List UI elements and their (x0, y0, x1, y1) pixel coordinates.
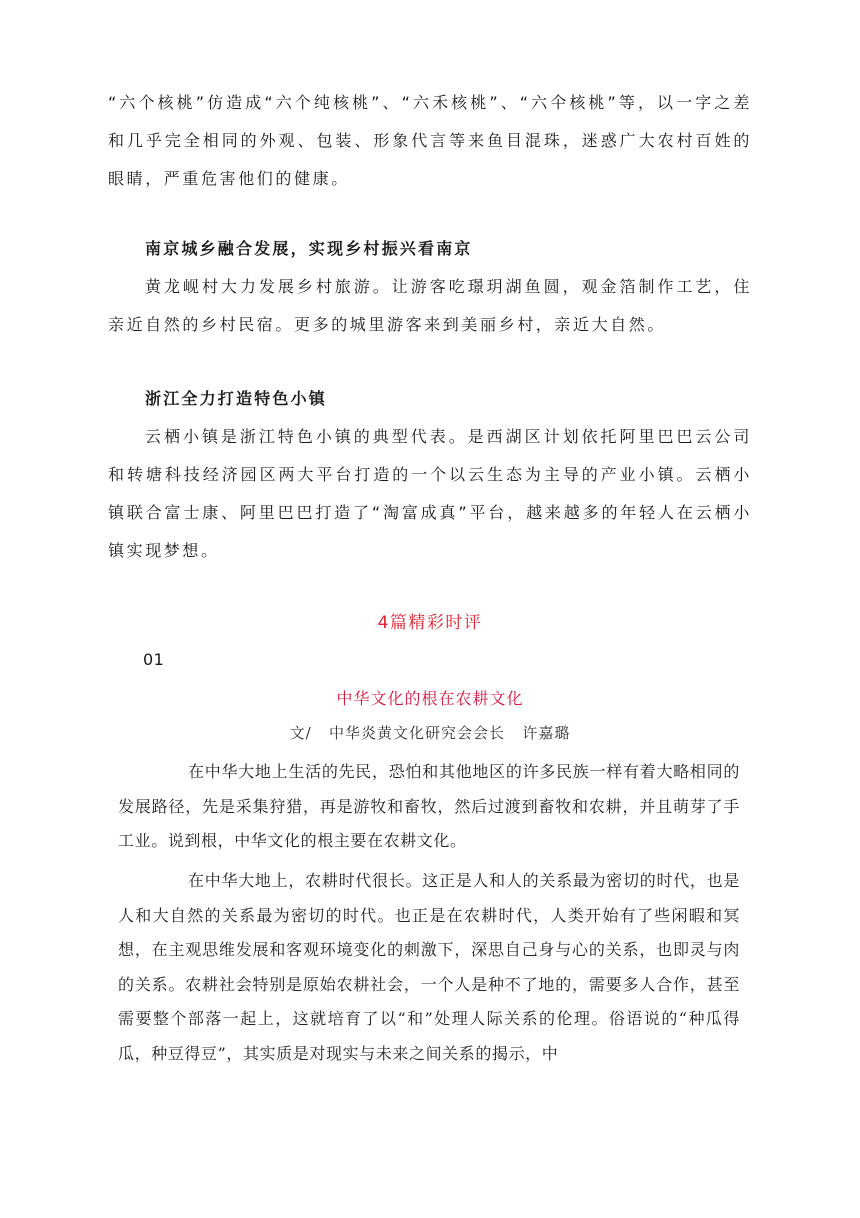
article-title: 中华文化的根在农耕文化 (336, 689, 524, 708)
article-paragraph-2: 在中华大地上，农耕时代很长。这正是人和人的关系最为密切的时代，也是人和大自然的关系最为密切的时代。也正是在农耕时代，人类开始有了些闲暇和冥想，在主观思维发展和客观环境变化的刺激下，深思自己身与心的关系，也即灵与肉的关系。农耕社会特别是原始农耕社会，一个人是种不了地的，需要多人合作，甚至需要整个部落一起上，这就培育了以“和”处理人际关系的伦理。俗语说的“种瓜得瓜，种豆得豆”，其实质是对现实与未来之间关系的揭示，中 (118, 871, 740, 1063)
article-number: 01 (143, 650, 165, 669)
paragraph-counterfeit-walnut: “六个核桃”仿造成“六个纯核桃”、“六禾核桃”、“六仐核桃”等，以一字之差和几乎完全相同的外观、包装、形象代言等来鱼目混珠，迷惑广大农村百姓的眼睛，严重危害他们的健康。 (108, 93, 752, 188)
section-title: 4篇精彩时评 (377, 613, 483, 633)
paragraph-nanjing: 黄龙岘村大力发展乡村旅游。让游客吃璟玥湖鱼圆，观金箔制作工艺，住亲近自然的乡村民宿。更多的城里游客来到美丽乡村，亲近大自然。 (108, 277, 752, 334)
article-paragraph-1: 在中华大地上生活的先民，恐怕和其他地区的许多民族一样有着大略相同的发展路径，先是采集狩猎，再是游牧和畜牧，然后过渡到畜牧和农耕，并且萌芽了手工业。说到根，中华文化的根主要在农耕文化。 (118, 762, 740, 850)
article-byline: 文/ 中华炎黄文化研究会会长 许嘉璐 (289, 724, 571, 742)
heading-zhejiang: 浙江全力打造特色小镇 (145, 389, 328, 408)
paragraph-zhejiang: 云栖小镇是浙江特色小镇的典型代表。是西湖区计划依托阿里巴巴云公司和转塘科技经济园区两大平台打造的一个以云生态为主导的产业小镇。云栖小镇联合富士康、阿里巴巴打造了“淘富成真”平台，越来越多的年轻人在云栖小镇实现梦想。 (108, 427, 752, 560)
heading-nanjing: 南京城乡融合发展，实现乡村振兴看南京 (145, 239, 473, 258)
